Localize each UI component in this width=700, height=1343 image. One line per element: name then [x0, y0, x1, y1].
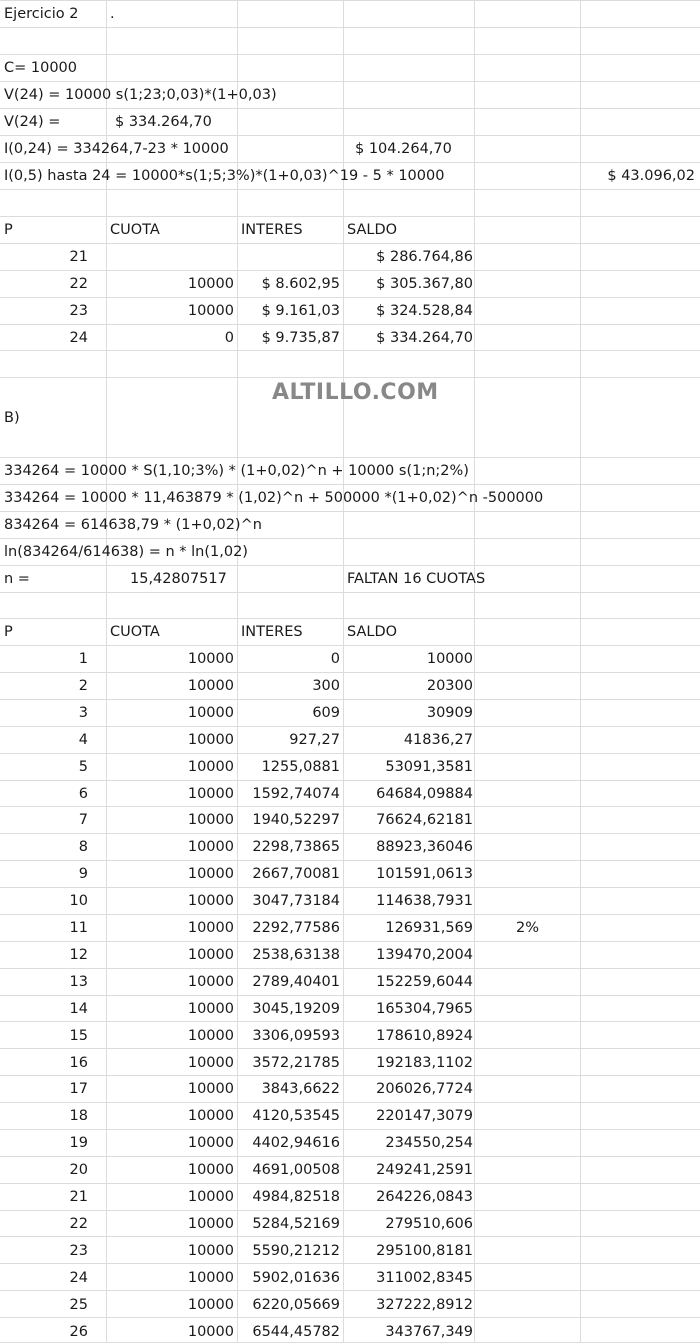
table2-cell-saldo: 139470,2004 [376, 946, 473, 963]
table2-cell-saldo: 279510,606 [385, 1215, 473, 1232]
table2-cell-saldo: 114638,7931 [376, 893, 473, 910]
v24-formula: V(24) = 10000 s(1;23;0,03)*(1+0,03) [4, 87, 277, 103]
v24-label: V(24) = [4, 114, 61, 130]
table2-cell-interes: 2667,70081 [252, 866, 340, 883]
row-gridline [0, 538, 700, 539]
table2-cell-p: 26 [69, 1323, 88, 1340]
row-gridline [0, 1102, 700, 1103]
table2-cell-cuota: 10000 [187, 731, 234, 748]
table2-cell-p: 12 [69, 946, 88, 963]
column-gridline [106, 0, 107, 1342]
table2-cell-p: 24 [69, 1269, 88, 1286]
equation-2: 334264 = 10000 * 11,463879 * (1,02)^n + 500000 *(1+0,02)^n -500000 [4, 490, 544, 506]
table2-cell-interes: 6220,05669 [252, 1296, 340, 1313]
row-gridline [0, 1129, 700, 1130]
equation-1: 334264 = 10000 * S(1,10;3%) * (1+0,02)^n + 10000 s(1;n;2%) [4, 463, 469, 479]
table2-cell-interes: 2292,77586 [252, 920, 340, 936]
table2-cell-cuota: 10000 [187, 677, 234, 694]
row-gridline [0, 1210, 700, 1211]
row-gridline [0, 270, 700, 271]
table2-cell-interes: 4120,53545 [252, 1108, 340, 1125]
table2-cell-p: 8 [78, 839, 88, 856]
table2-cell-saldo: 30909 [426, 704, 473, 721]
row-gridline [0, 995, 700, 996]
row-gridline [0, 672, 700, 673]
row-gridline [0, 324, 700, 325]
column-gridline [343, 0, 344, 1342]
table2-cell-interes: 5902,01636 [252, 1269, 340, 1286]
table1-cell-saldo: $ 305.367,80 [376, 276, 473, 292]
table1-cell-interes: $ 8.602,95 [261, 276, 340, 292]
column-gridline [580, 0, 581, 1342]
table2-cell-cuota: 10000 [187, 1135, 234, 1152]
table2-cell-cuota: 10000 [187, 758, 234, 775]
row-gridline [0, 780, 700, 781]
table2-cell-interes: 4402,94616 [252, 1135, 340, 1152]
table2-cell-cuota: 10000 [187, 812, 234, 829]
capital-line: C= 10000 [4, 60, 78, 76]
equation-4: ln(834264/614638) = n * ln(1,02) [4, 544, 248, 560]
row-gridline [0, 484, 700, 485]
i05-formula: I(0,5) hasta 24 = 10000*s(1;5;3%)*(1+0,03)^19 - 5 * 10000 [4, 168, 445, 184]
table2-cell-saldo: 220147,3079 [376, 1108, 473, 1125]
exercise-title: Ejercicio 2 [4, 6, 79, 22]
row-gridline [0, 806, 700, 807]
row-gridline [0, 108, 700, 109]
row-gridline [0, 833, 700, 834]
table2-header-saldo: SALDO [347, 624, 398, 640]
table2-cell-interes: 3045,19209 [252, 1000, 340, 1017]
row-gridline [0, 162, 700, 163]
table2-cell-cuota: 10000 [187, 1054, 234, 1071]
table2-cell-saldo: 343767,349 [385, 1323, 473, 1340]
table1-cell-interes: $ 9.161,03 [261, 303, 340, 319]
table2-cell-interes: 4984,82518 [252, 1189, 340, 1205]
row-gridline [0, 54, 700, 55]
table1-header-p: P [4, 222, 13, 238]
table2-cell-interes: 2789,40401 [252, 973, 340, 990]
table2-cell-saldo: 192183,1102 [376, 1054, 473, 1071]
table2-cell-cuota: 10000 [187, 1242, 234, 1259]
table2-cell-p: 25 [69, 1296, 88, 1313]
table2-cell-interes: 2298,73865 [252, 839, 340, 856]
title-mark: . [110, 6, 115, 22]
table2-cell-p: 22 [69, 1215, 88, 1232]
table2-header-cuota: CUOTA [110, 624, 160, 640]
table2-cell-p: 6 [78, 785, 88, 802]
table1-cell-p: 23 [69, 303, 88, 319]
table1-cell-cuota: 10000 [187, 303, 234, 319]
row-gridline [0, 753, 700, 754]
table2-cell-interes: 609 [312, 704, 340, 721]
table2-cell-saldo: 206026,7724 [376, 1081, 473, 1098]
table2-cell-p: 18 [69, 1108, 88, 1125]
row-gridline [0, 941, 700, 942]
equation-3: 834264 = 614638,79 * (1+0,02)^n [4, 517, 262, 533]
table2-header-p: P [4, 624, 13, 640]
table2-cell-p: 21 [69, 1189, 88, 1205]
table2-header-interes: INTERES [241, 624, 303, 640]
table2-cell-saldo: 165304,7965 [376, 1000, 473, 1017]
table2-cell-saldo: 178610,8924 [376, 1027, 473, 1044]
table1-cell-cuota: 10000 [187, 276, 234, 292]
row-gridline [0, 726, 700, 727]
section-b-label: B) [4, 410, 20, 426]
table2-cell-interes: 3306,09593 [252, 1027, 340, 1044]
table2-cell-interes: 3047,73184 [252, 893, 340, 910]
table2-cell-p: 20 [69, 1162, 88, 1179]
table2-cell-cuota: 10000 [187, 1081, 234, 1098]
table2-cell-interes: 0 [330, 651, 340, 667]
i024-value: $ 104.264,70 [355, 141, 452, 157]
table2-cell-cuota: 10000 [187, 893, 234, 910]
table2-cell-p: 23 [69, 1242, 88, 1259]
row-gridline [0, 216, 700, 217]
table2-cell-interes: 3572,21785 [252, 1054, 340, 1071]
table2-cell-interes: 5590,21212 [252, 1242, 340, 1259]
row-gridline [0, 887, 700, 888]
n-label: n = [4, 571, 30, 587]
table2-cell-saldo: 88923,36046 [376, 839, 473, 856]
table2-cell-cuota: 10000 [187, 973, 234, 990]
table1-cell-saldo: $ 286.764,86 [376, 249, 473, 265]
i05-value: $ 43.096,02 [607, 168, 695, 184]
table2-cell-cuota: 10000 [187, 866, 234, 883]
row-gridline [0, 618, 700, 619]
table2-cell-saldo: 327222,8912 [376, 1296, 473, 1313]
row-gridline [0, 135, 700, 136]
table1-cell-interes: $ 9.735,87 [261, 330, 340, 346]
table1-header-cuota: CUOTA [110, 222, 160, 238]
table2-cell-p: 17 [69, 1081, 88, 1098]
table2-cell-interes: 300 [312, 677, 340, 694]
table2-cell-saldo: 10000 [426, 651, 473, 667]
table2-cell-interes: 5284,52169 [252, 1215, 340, 1232]
table2-cell-saldo: 126931,569 [385, 920, 473, 936]
table2-cell-cuota: 10000 [187, 1189, 234, 1205]
table2-cell-p: 7 [78, 812, 88, 829]
i024-formula: I(0,24) = 334264,7-23 * 10000 [4, 141, 229, 157]
remaining-installments: FALTAN 16 CUOTAS [347, 571, 486, 587]
table2-cell-p: 10 [69, 893, 88, 910]
row-gridline [0, 1290, 700, 1291]
row-gridline [0, 565, 700, 566]
row-gridline [0, 1317, 700, 1318]
rate-note: 2% [516, 920, 540, 936]
row-gridline [0, 699, 700, 700]
table2-cell-p: 3 [78, 704, 88, 721]
table2-cell-saldo: 53091,3581 [385, 758, 473, 775]
table1-header-saldo: SALDO [347, 222, 398, 238]
row-gridline [0, 860, 700, 861]
table2-cell-p: 16 [69, 1054, 88, 1071]
row-gridline [0, 81, 700, 82]
row-gridline [0, 0, 700, 1]
row-gridline [0, 1021, 700, 1022]
table2-cell-cuota: 10000 [187, 1000, 234, 1017]
table2-cell-cuota: 10000 [187, 1323, 234, 1340]
table2-cell-p: 2 [78, 677, 88, 694]
table2-cell-cuota: 10000 [187, 704, 234, 721]
row-gridline [0, 592, 700, 593]
row-gridline [0, 350, 700, 351]
row-gridline [0, 297, 700, 298]
row-gridline [0, 1156, 700, 1157]
table1-cell-p: 24 [69, 330, 88, 346]
table1-cell-p: 21 [69, 249, 88, 265]
watermark: ALTILLO.COM [272, 380, 439, 405]
row-gridline [0, 243, 700, 244]
table2-cell-cuota: 10000 [187, 1027, 234, 1044]
row-gridline [0, 457, 700, 458]
table2-cell-saldo: 234550,254 [385, 1135, 473, 1152]
row-gridline [0, 377, 700, 378]
row-gridline [0, 645, 700, 646]
table2-cell-cuota: 10000 [187, 651, 234, 667]
row-gridline [0, 189, 700, 190]
table2-cell-cuota: 10000 [187, 920, 234, 936]
table2-cell-p: 1 [78, 651, 88, 667]
row-gridline [0, 914, 700, 915]
table2-cell-cuota: 10000 [187, 1296, 234, 1313]
table2-cell-cuota: 10000 [187, 785, 234, 802]
row-gridline [0, 1048, 700, 1049]
table2-cell-p: 15 [69, 1027, 88, 1044]
row-gridline [0, 968, 700, 969]
table2-cell-cuota: 10000 [187, 1269, 234, 1286]
row-gridline [0, 1263, 700, 1264]
table2-cell-cuota: 10000 [187, 1162, 234, 1179]
n-value: 15,42807517 [130, 571, 227, 587]
table2-cell-p: 14 [69, 1000, 88, 1017]
table2-cell-saldo: 76624,62181 [376, 812, 473, 829]
table1-cell-p: 22 [69, 276, 88, 292]
table2-cell-p: 4 [78, 731, 88, 748]
table2-cell-saldo: 101591,0613 [376, 866, 473, 883]
table2-cell-p: 11 [69, 920, 88, 936]
table2-cell-saldo: 311002,8345 [376, 1269, 473, 1286]
column-gridline [474, 0, 475, 1342]
table2-cell-saldo: 249241,2591 [376, 1162, 473, 1179]
table2-cell-interes: 3843,6622 [261, 1081, 340, 1098]
table1-header-interes: INTERES [241, 222, 303, 238]
table2-cell-saldo: 152259,6044 [376, 973, 473, 990]
table2-cell-interes: 2538,63138 [252, 946, 340, 963]
table1-cell-saldo: $ 334.264,70 [376, 330, 473, 346]
row-gridline [0, 1075, 700, 1076]
table2-cell-cuota: 10000 [187, 839, 234, 856]
row-gridline [0, 1236, 700, 1237]
table2-cell-saldo: 20300 [426, 677, 473, 694]
table1-cell-cuota: 0 [224, 330, 234, 346]
table2-cell-saldo: 264226,0843 [376, 1189, 473, 1205]
table2-cell-p: 9 [78, 866, 88, 883]
row-gridline [0, 27, 700, 28]
table2-cell-saldo: 64684,09884 [376, 785, 473, 802]
table2-cell-p: 19 [69, 1135, 88, 1152]
table1-cell-saldo: $ 324.528,84 [376, 303, 473, 319]
table2-cell-cuota: 10000 [187, 1108, 234, 1125]
table2-cell-cuota: 10000 [187, 946, 234, 963]
table2-cell-interes: 1592,74074 [252, 785, 340, 802]
v24-value: $ 334.264,70 [115, 114, 212, 130]
table2-cell-interes: 6544,45782 [252, 1323, 340, 1340]
table2-cell-saldo: 295100,8181 [376, 1242, 473, 1259]
table2-cell-saldo: 41836,27 [403, 731, 473, 748]
table2-cell-interes: 1255,0881 [261, 758, 340, 775]
table2-cell-p: 13 [69, 973, 88, 990]
table2-cell-cuota: 10000 [187, 1215, 234, 1232]
column-gridline [237, 0, 238, 1342]
row-gridline [0, 511, 700, 512]
table2-cell-p: 5 [78, 758, 88, 775]
table2-cell-interes: 1940,52297 [252, 812, 340, 829]
row-gridline [0, 1183, 700, 1184]
table2-cell-interes: 4691,00508 [252, 1162, 340, 1179]
table2-cell-interes: 927,27 [289, 731, 340, 748]
